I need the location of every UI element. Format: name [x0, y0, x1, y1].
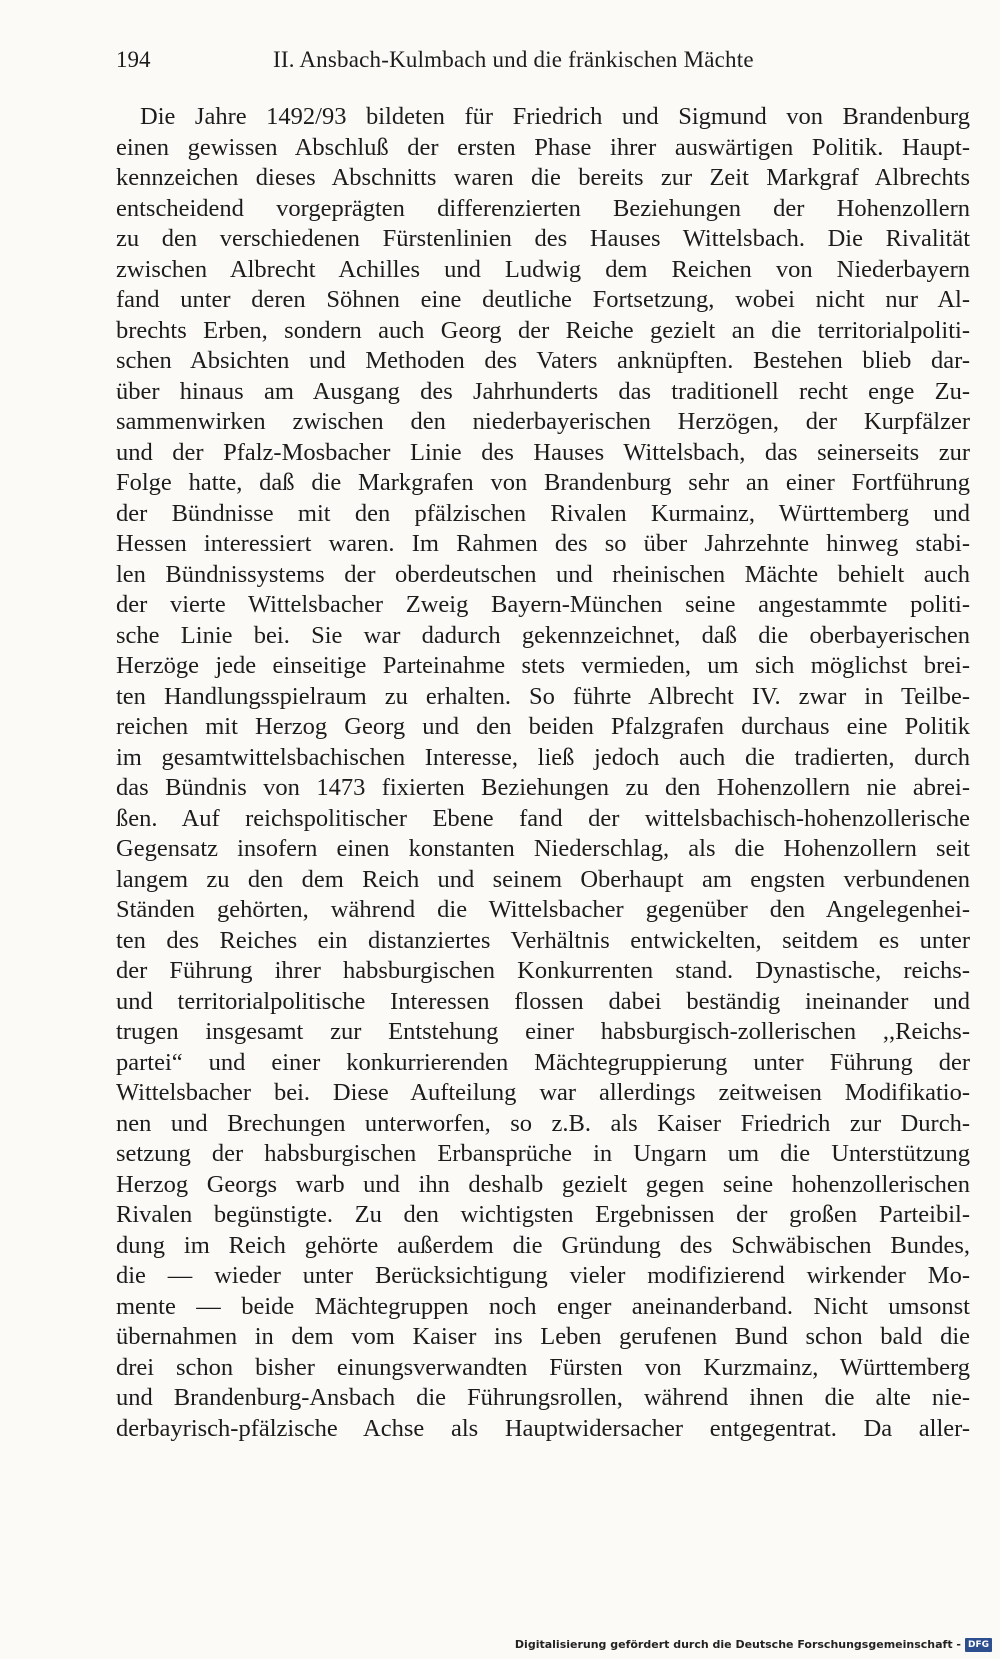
text-line: zwischen Albrecht Achilles und Ludwig dem Reichen von Niederbayern	[116, 255, 970, 283]
text-line: setzung der habsburgischen Erbansprüche in Ungarn um die Unterstützung	[116, 1140, 970, 1167]
page-number: 194	[116, 47, 151, 72]
text-line: Rivalen begünstigte. Zu den wichtigsten Ergebnissen der großen Parteibil-	[116, 1201, 970, 1228]
text-line: dung im Reich gehörte außerdem die Gründung des Schwäbischen Bundes,	[116, 1231, 970, 1259]
text-line: ten Handlungsspielraum zu erhalten. So führte Albrecht IV. zwar in Teilbe-	[116, 682, 970, 710]
text-line: fand unter deren Söhnen eine deutliche Fortsetzung, wobei nicht nur Al-	[116, 286, 970, 313]
credit-text: Digitalisierung gefördert durch die Deutsche Forschungsgemeinschaft -	[514, 1638, 961, 1651]
text-line: derbayrisch-pfälzische Achse als Hauptwidersacher entgegentrat. Da aller-	[116, 1414, 970, 1442]
text-line: und der Pfalz-Mosbacher Linie des Hauses Wittelsbach, das seinerseits zur	[116, 438, 970, 466]
text-line: kennzeichen dieses Abschnitts waren die bereits zur Zeit Markgraf Albrechts	[116, 164, 970, 191]
running-title: II. Ansbach-Kulmbach und die fränkischen Mächte	[273, 47, 754, 72]
text-line: brechts Erben, sondern auch Georg der Reiche gezielt an die territorialpoliti-	[116, 316, 970, 344]
text-line: Gegensatz insofern einen konstanten Niederschlag, als die Hohenzollern seit	[116, 835, 970, 862]
text-line: einen gewissen Abschluß der ersten Phase ihrer auswärtigen Politik. Haupt-	[116, 133, 970, 161]
text-line: sammenwirken zwischen den niederbayerischen Herzögen, der Kurpfälzer	[116, 408, 970, 435]
text-line: ten des Reiches ein distanziertes Verhältnis entwickelten, seitdem es unter	[116, 926, 970, 954]
text-line: übernahmen in dem vom Kaiser ins Leben gerufenen Bund schon bald die	[116, 1323, 970, 1350]
text-line: len Bündnissystems der oberdeutschen und rheinischen Mächte behielt auch	[116, 560, 970, 588]
text-line: Wittelsbacher bei. Diese Aufteilung war allerdings zeitweisen Modifikatio-	[116, 1079, 970, 1106]
text-line: im gesamtwittelsbachischen Interesse, ließ jedoch auch die tradierten, durch	[116, 743, 970, 771]
text-line: Herzog Georgs warb und ihn deshalb gezielt gegen seine hohenzollerischen	[116, 1170, 970, 1198]
text-line: und territorialpolitische Interessen flossen dabei beständig ineinander und	[116, 987, 970, 1015]
text-line: Ständen gehörten, während die Wittelsbacher gegenüber den Angelegenhei-	[116, 896, 970, 923]
text-line: nen und Brechungen unterworfen, so z.B. als Kaiser Friedrich zur Durch-	[116, 1109, 970, 1137]
text-line: trugen insgesamt zur Entstehung einer habsburgisch-zollerischen ,,Reichs-	[116, 1018, 970, 1045]
text-line: partei“ und einer konkurrierenden Mächtegruppierung unter Führung der	[116, 1048, 970, 1076]
text-line: Folge hatte, daß die Markgrafen von Brandenburg sehr an einer Fortführung	[116, 469, 970, 496]
text-line: langem zu den dem Reich und seinem Oberhaupt am engsten verbundenen	[116, 865, 970, 893]
text-line: über hinaus am Ausgang des Jahrhunderts das traditionell recht enge Zu-	[116, 377, 970, 405]
dfg-logo-icon: DFG	[965, 1638, 992, 1652]
text-line: und Brandenburg-Ansbach die Führungsrollen, während ihnen die alte nie-	[116, 1384, 970, 1411]
text-line: der Führung ihrer habsburgischen Konkurrenten stand. Dynastische, reichs-	[116, 957, 970, 984]
text-line: ßen. Auf reichspolitischer Ebene fand der wittelsbachisch-hohenzollerische	[116, 804, 970, 832]
text-line: drei schon bisher einungsverwandten Fürsten von Kurzmainz, Württemberg	[116, 1353, 970, 1381]
text-line: Die Jahre 1492/93 bildeten für Friedrich und Sigmund von Brandenburg	[140, 103, 970, 130]
text-line: zu den verschiedenen Fürstenlinien des Hauses Wittelsbach. Die Rivalität	[116, 225, 970, 252]
text-line: entscheidend vorgeprägten differenzierten Beziehungen der Hohenzollern	[116, 194, 970, 222]
text-line: mente — beide Mächtegruppen noch enger aneinanderband. Nicht umsonst	[116, 1292, 970, 1320]
text-line: schen Absichten und Methoden des Vaters anknüpften. Bestehen blieb dar-	[116, 347, 970, 374]
text-line: die — wieder unter Berücksichtigung vieler modifizierend wirkender Mo-	[116, 1262, 970, 1289]
text-line: reichen mit Herzog Georg und den beiden Pfalzgrafen durchaus eine Politik	[116, 713, 970, 740]
body-paragraph	[116, 102, 970, 1444]
text-line: das Bündnis von 1473 fixierten Beziehungen zu den Hohenzollern nie abrei-	[116, 774, 970, 801]
text-line: der vierte Wittelsbacher Zweig Bayern-München seine angestammte politi-	[116, 591, 970, 618]
digitization-credit	[515, 1638, 992, 1652]
text-line: der Bündnisse mit den pfälzischen Rivalen Kurmainz, Württemberg und	[116, 499, 970, 527]
text-line: Hessen interessiert waren. Im Rahmen des so über Jahrzehnte hinweg stabi-	[116, 530, 970, 557]
text-line: sche Linie bei. Sie war dadurch gekennzeichnet, daß die oberbayerischen	[116, 621, 970, 649]
text-line: Herzöge jede einseitige Parteinahme stets vermieden, um sich möglichst brei-	[116, 652, 970, 679]
